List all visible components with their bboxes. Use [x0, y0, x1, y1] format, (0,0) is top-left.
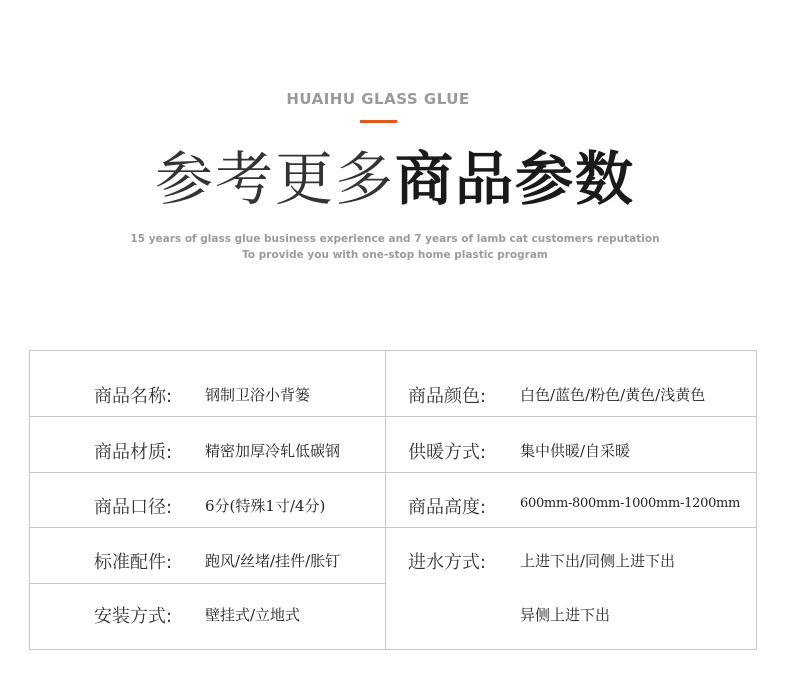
headline-light: 参考更多 — [154, 145, 395, 213]
spec-label-water-inlet: 进水方式: — [408, 552, 487, 573]
spec-label-heating: 供暖方式: — [408, 442, 487, 463]
spec-label-color: 商品颜色: — [408, 386, 487, 407]
spec-label-accessories: 标准配件: — [94, 552, 173, 573]
spec-value-installation: 壁挂式/立地式 — [205, 606, 301, 624]
spec-label-caliber: 商品口径: — [94, 497, 173, 518]
accent-bar — [360, 120, 397, 123]
spec-value-height: 600mm-800mm-1000mm-1200mm — [520, 496, 741, 511]
spec-value-water-inlet-2: 异侧上进下出 — [520, 606, 611, 624]
spec-table — [29, 350, 757, 650]
spec-label-name: 商品名称: — [94, 386, 173, 407]
headline-bold: 商品参数 — [395, 145, 636, 213]
row-divider — [30, 416, 756, 417]
spec-value-material: 精密加厚冷轧低碳钢 — [205, 442, 341, 460]
spec-value-caliber: 6分(特殊1寸/4分) — [205, 497, 326, 515]
spec-value-name: 钢制卫浴小背篓 — [205, 386, 311, 404]
spec-value-accessories: 跑风/丝堵/挂件/胀钉 — [205, 552, 341, 570]
spec-label-height: 商品高度: — [408, 497, 487, 518]
spec-value-color: 白色/蓝色/粉色/黄色/浅黄色 — [520, 386, 706, 404]
headline — [0, 143, 790, 215]
subtitle-line-1: 15 years of glass glue business experience and 7 years of lamb cat customers reputation — [130, 233, 660, 245]
spec-label-installation: 安装方式: — [94, 606, 173, 627]
spec-value-water-inlet: 上进下出/同侧上进下出 — [520, 552, 676, 570]
brand-title: HUAIHU GLASS GLUE — [286, 90, 470, 108]
spec-value-heating: 集中供暖/自采暖 — [520, 442, 631, 460]
row-divider — [30, 472, 756, 473]
spec-label-material: 商品材质: — [94, 442, 173, 463]
row-divider — [30, 583, 385, 584]
row-divider — [30, 527, 756, 528]
column-divider — [385, 351, 386, 649]
subtitle-line-2: To provide you with one-stop home plastic program — [242, 249, 548, 261]
